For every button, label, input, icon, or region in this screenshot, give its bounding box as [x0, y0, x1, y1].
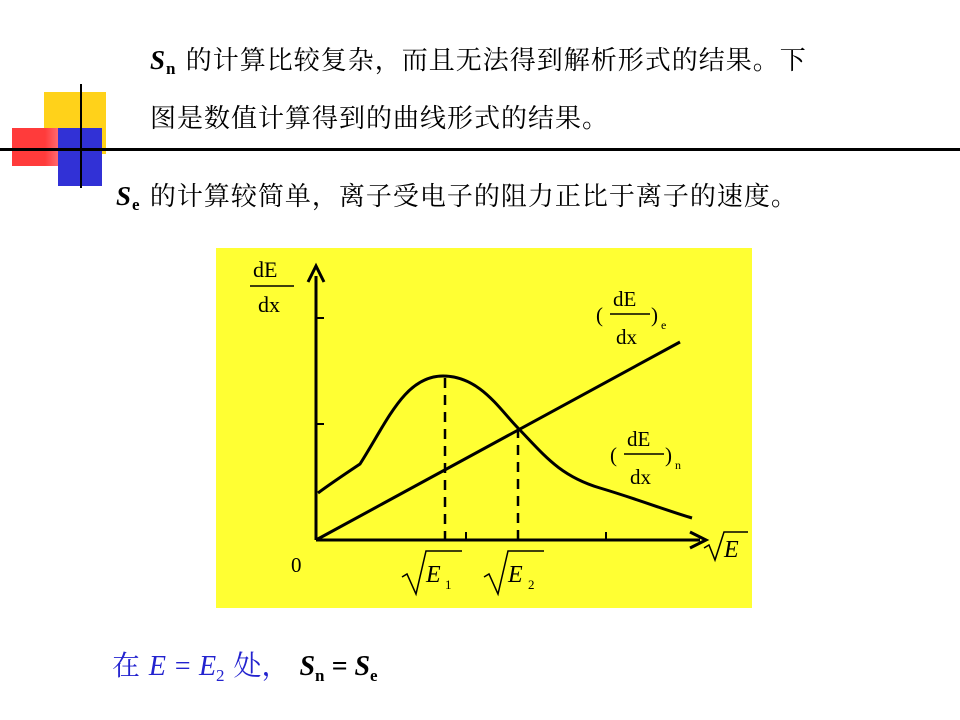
svg-text:1: 1	[445, 577, 452, 592]
svg-text:): )	[651, 303, 658, 327]
intro-line-1: $S_n$ 的计算比较复杂，而且无法得到解析形式的结果。下	[150, 45, 807, 78]
conclusion-line	[112, 644, 378, 686]
se-symbol: $S_e$	[116, 181, 141, 214]
conclusion-prefix: 在	[112, 649, 141, 682]
svg-text:(: (	[596, 303, 603, 327]
svg-text:(: (	[610, 443, 617, 467]
svg-text:): )	[665, 443, 672, 467]
sn-symbol: $S_n$	[150, 45, 177, 78]
svg-text:dE: dE	[627, 427, 651, 451]
intro-line-2: 图是数值计算得到的曲线形式的结果。	[150, 104, 610, 134]
svg-text:e: e	[661, 318, 667, 332]
svg-text:dx: dx	[616, 325, 637, 349]
svg-text:n: n	[675, 458, 681, 472]
svg-text:E: E	[426, 562, 441, 588]
y-label-numerator: dE	[253, 257, 278, 282]
conclusion-result: $S_n = S_e$	[299, 651, 378, 685]
conclusion-equation: $E = E_2$	[148, 651, 225, 685]
svg-text:2: 2	[528, 577, 535, 592]
origin-label: 0	[291, 553, 302, 577]
svg-text:E: E	[508, 562, 523, 588]
conclusion-suffix: 处，	[224, 649, 290, 682]
svg-text:E: E	[724, 537, 739, 563]
intro-line-3: $S_e$ 的计算较简单，离子受电子的阻力正比于离子的速度。	[116, 181, 798, 214]
svg-text:dx: dx	[630, 465, 651, 489]
svg-text:dE: dE	[613, 287, 637, 311]
y-label-denominator: dx	[258, 292, 280, 317]
